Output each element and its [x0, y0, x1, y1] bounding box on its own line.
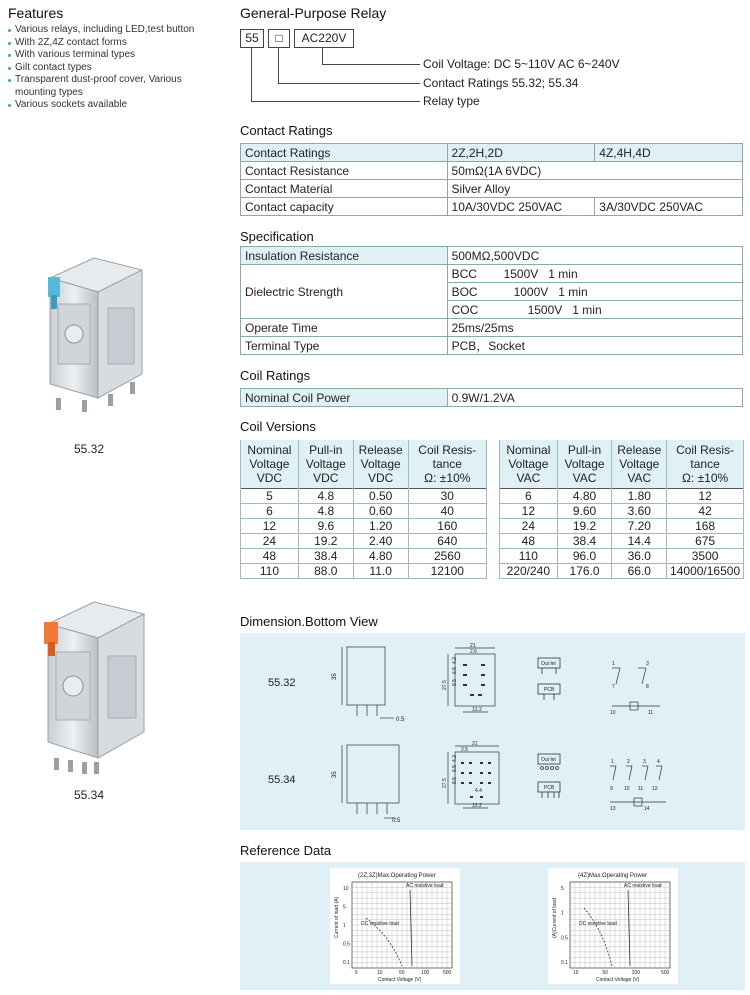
- table-cell: 1.20: [353, 519, 408, 534]
- table-row: [500, 519, 744, 534]
- table-cell: 36.0: [612, 549, 667, 564]
- dim-8-5: 8.5: [452, 679, 458, 686]
- terminal-number: 12: [652, 786, 658, 792]
- row-label: Contact capacity: [241, 198, 448, 216]
- column-header: [612, 440, 667, 489]
- dim-2-5: 2.5: [461, 747, 468, 753]
- table-cell: 40: [408, 504, 486, 519]
- dim-height: 35: [332, 771, 338, 778]
- photo-caption-55-34: 55.34: [74, 788, 105, 802]
- column-header-line: VAC: [572, 471, 597, 485]
- chart-x-label: Contact Voltage (V): [378, 977, 422, 983]
- terminal-number: 11: [648, 710, 654, 716]
- photo-caption-55-32: 55.32: [74, 442, 105, 456]
- dc-curve-label: DC resistive load: [579, 921, 617, 927]
- chart-title: (2Z,3Z)Max.Operating Power: [358, 873, 436, 879]
- terminal-number: 2: [627, 759, 630, 765]
- terminal-number: 1: [612, 661, 615, 667]
- column-header-line: Release: [617, 443, 662, 457]
- terminal-number: 3: [646, 661, 649, 667]
- column-header-line: Voltage: [508, 457, 549, 471]
- coil-ratings-table: [240, 388, 743, 407]
- column-header-line: Coil Resis-: [418, 443, 477, 457]
- table-cell: 160: [408, 519, 486, 534]
- chart-x-label: Contact Voltage (V): [596, 977, 640, 983]
- table-cell: 4.8: [298, 504, 353, 519]
- terminal-number: 10: [624, 786, 630, 792]
- x-tick-label: 500: [443, 970, 452, 976]
- dielectric-name: COC: [451, 302, 479, 317]
- chart-title: (4Z)Max.Operating Power: [578, 873, 648, 879]
- row-label: Insulation Resistance: [241, 247, 448, 265]
- cell: 2Z,2H,2D: [447, 144, 595, 162]
- column-header-line: Voltage: [360, 457, 401, 471]
- column-header: [353, 440, 408, 489]
- table-cell: 12: [241, 519, 299, 534]
- pcb-label: PCB: [544, 785, 555, 791]
- table-cell: 2.40: [353, 534, 408, 549]
- feature-item: With 2Z,4Z contact forms: [8, 37, 223, 50]
- table-cell: 110: [241, 564, 299, 579]
- code-box-voltage: AC220V: [294, 29, 354, 48]
- dim-width: 21: [472, 741, 478, 747]
- side-view-55-32: [342, 647, 394, 718]
- row-label: Nominal Coil Power: [241, 389, 448, 407]
- y-tick-label: 0.1: [561, 960, 568, 966]
- table-row: [241, 337, 743, 355]
- cell: [447, 283, 742, 301]
- relay-photo-55-34: [36, 590, 154, 778]
- column-header: [298, 440, 353, 489]
- terminal-number: 1: [611, 759, 614, 765]
- dim-4-4: 4.4: [475, 788, 482, 794]
- column-header-line: Pull-in: [309, 443, 343, 457]
- cell: Silver Alloy: [447, 180, 742, 198]
- leader-line: [251, 47, 252, 101]
- cell: 500MΩ,500VDC: [447, 247, 742, 265]
- leader-line: [322, 47, 323, 64]
- table-row: [241, 534, 487, 549]
- y-tick-label: 0.1: [343, 960, 350, 966]
- dim-6-5: 6.5: [452, 667, 458, 674]
- y-tick-label: 5: [343, 904, 346, 911]
- features-list: [8, 24, 223, 112]
- specification-title: Specification: [240, 229, 314, 244]
- dim-6-5: 6.5: [452, 765, 458, 772]
- terminal-number: 7: [612, 684, 615, 690]
- column-header: [408, 440, 486, 489]
- table-cell: 2560: [408, 549, 486, 564]
- x-tick-label: 100: [631, 970, 641, 976]
- terminal-number: 3: [643, 759, 646, 765]
- table-cell: 6: [500, 489, 558, 504]
- leader-line: [278, 47, 279, 83]
- table-cell: 675: [667, 534, 744, 549]
- table-row: [241, 180, 743, 198]
- terminal-number: 11: [638, 786, 644, 792]
- ac-curve-label: AC resistive load: [624, 883, 662, 889]
- table-cell: 24: [500, 519, 558, 534]
- x-tick-label: 50: [399, 970, 405, 976]
- table-row: [241, 504, 487, 519]
- feature-item: With various terminal types: [8, 49, 223, 62]
- column-header-line: Nominal: [506, 443, 551, 457]
- dielectric-name: BOC: [451, 284, 478, 299]
- table-row: [241, 519, 487, 534]
- leader-line: [251, 101, 420, 102]
- chart-y-label: Current of load (A): [334, 896, 340, 938]
- x-tick-label: 10: [573, 970, 579, 976]
- dc-curve-label: DC resistive load: [361, 921, 399, 927]
- outlet-label: Out let: [541, 757, 556, 763]
- table-row: [500, 534, 744, 549]
- column-header-line: Voltage: [564, 457, 605, 471]
- dimension-label-55-32: 55.32: [268, 677, 296, 689]
- cell: 50mΩ(1A 6VDC): [447, 162, 742, 180]
- row-label: Operate Time: [241, 319, 448, 337]
- table-cell: 4.80: [353, 549, 408, 564]
- cell: 0.9W/1.2VA: [447, 389, 742, 407]
- reference-title: Reference Data: [240, 843, 332, 858]
- table-cell: 66.0: [612, 564, 667, 579]
- table-row: [241, 265, 743, 283]
- table-cell: 88.0: [298, 564, 353, 579]
- table-cell: 5: [241, 489, 299, 504]
- x-tick-label: 10: [377, 970, 383, 976]
- table-cell: 14000/16500: [667, 564, 744, 579]
- table-row: [500, 504, 744, 519]
- dim-pin: 0.5: [392, 818, 401, 824]
- table-cell: 0.60: [353, 504, 408, 519]
- relay-photo-55-32: [38, 248, 150, 418]
- code-box-series: 55: [240, 29, 264, 48]
- terminal-number: 8: [646, 684, 649, 690]
- column-header: [667, 440, 744, 489]
- table-cell: 42: [667, 504, 744, 519]
- row-label: Contact Resistance: [241, 162, 448, 180]
- leader-line: [322, 64, 420, 65]
- table-cell: 19.2: [557, 519, 612, 534]
- table-cell: 12100: [408, 564, 486, 579]
- cell: 4Z,4H,4D: [595, 144, 743, 162]
- column-header-line: Ω: ±10%: [681, 471, 729, 485]
- dielectric-value: 1500V 1 min: [503, 266, 578, 281]
- dim-2-6: 2.6: [470, 649, 477, 655]
- column-header: [500, 440, 558, 489]
- dimension-title: Dimension.Bottom View: [240, 614, 378, 629]
- row-label: Contact Material: [241, 180, 448, 198]
- table-cell: 220/240: [500, 564, 558, 579]
- column-header: [241, 440, 299, 489]
- table-cell: 11.0: [353, 564, 408, 579]
- table-cell: 12: [667, 489, 744, 504]
- table-cell: 96.0: [557, 549, 612, 564]
- table-cell: 168: [667, 519, 744, 534]
- table-cell: 38.4: [557, 534, 612, 549]
- table-cell: 48: [241, 549, 299, 564]
- cell: [447, 265, 742, 283]
- dim-4-2: 4.2: [452, 657, 458, 664]
- column-header-line: tance: [690, 457, 720, 471]
- specification-table: [240, 246, 743, 355]
- feature-item: Transparent dust-proof cover, Various mounting types: [8, 74, 223, 99]
- column-header-line: VDC: [367, 471, 394, 485]
- table-row: [500, 489, 744, 504]
- column-header-line: VDC: [313, 471, 339, 485]
- coil-versions-dc-table: [240, 440, 487, 579]
- dim-pin: 0.5: [396, 717, 405, 723]
- side-view-55-34: [342, 745, 399, 818]
- contact-ratings-label: Contact Ratings 55.32; 55.34: [423, 76, 579, 90]
- column-header-line: Coil Resis-: [676, 443, 735, 457]
- table-row: [241, 489, 487, 504]
- table-row: [241, 549, 487, 564]
- x-tick-label: 100: [421, 970, 430, 976]
- table-row: [241, 198, 743, 216]
- chart-max-power-4z: [548, 868, 678, 984]
- table-cell: 110: [500, 549, 558, 564]
- table-row: [500, 549, 744, 564]
- table-cell: 24: [241, 534, 299, 549]
- contact-ratings-title: Contact Ratings: [240, 123, 333, 138]
- features-title: Features: [8, 5, 64, 21]
- terminal-number: 10: [610, 710, 616, 716]
- column-header-line: Pull-in: [567, 443, 602, 457]
- row-label: Terminal Type: [241, 337, 448, 355]
- coil-ratings-title: Coil Ratings: [240, 368, 311, 383]
- feature-item: Various sockets available: [8, 99, 223, 112]
- table-cell: 176.0: [557, 564, 612, 579]
- y-tick-label: 0.5: [343, 941, 350, 948]
- table-header-row: [241, 440, 487, 489]
- table-row: [241, 389, 743, 407]
- column-header-line: Voltage: [305, 457, 346, 471]
- table-cell: 38.4: [298, 549, 353, 564]
- dielectric-value: 1500V 1 min: [527, 302, 602, 317]
- x-tick-label: 500: [661, 970, 670, 976]
- table-cell: 14.4: [612, 534, 667, 549]
- dim-27-5: 27.5: [442, 680, 448, 690]
- coil-voltage-label: Coil Voltage: DC 5~110V AC 6~240V: [423, 57, 620, 71]
- dim-13-2: 13.2: [472, 803, 482, 809]
- dimension-label-55-34: 55.34: [268, 774, 296, 786]
- table-cell: 3500: [667, 549, 744, 564]
- table-row: [241, 564, 487, 579]
- row-label: Contact Ratings: [241, 144, 448, 162]
- table-cell: 640: [408, 534, 486, 549]
- column-header-line: Voltage: [249, 457, 290, 471]
- table-cell: 48: [500, 534, 558, 549]
- cell: 10A/30VDC 250VAC: [447, 198, 595, 216]
- table-cell: 3.60: [612, 504, 667, 519]
- column-header: [557, 440, 612, 489]
- y-tick-label: 5: [561, 886, 564, 892]
- leader-line: [278, 83, 420, 84]
- chart-max-power-2z3z: [330, 868, 460, 984]
- relay-code-title: General-Purpose Relay: [240, 5, 387, 21]
- table-cell: 12: [500, 504, 558, 519]
- feature-item: Gilt contact types: [8, 62, 223, 75]
- terminal-number: 4: [657, 759, 660, 765]
- table-cell: 7.20: [612, 519, 667, 534]
- dim-27-5: 27.5: [442, 778, 448, 788]
- table-row: [241, 319, 743, 337]
- column-header-line: tance: [432, 457, 462, 471]
- column-header-line: Voltage: [619, 457, 660, 471]
- dim-8-5: 8.5: [452, 777, 458, 784]
- y-tick-label: 1: [343, 923, 346, 929]
- table-cell: 4.80: [557, 489, 612, 504]
- dielectric-value: 1000V 1 min: [513, 284, 588, 299]
- y-tick-label: 0.5: [561, 935, 568, 942]
- dim-4-2: 4.2: [452, 755, 458, 762]
- outlet-label: Out let: [541, 661, 556, 667]
- dim-width: 21: [470, 643, 476, 649]
- relay-type-label: Relay type: [423, 94, 480, 108]
- ac-curve-label: AC resistive load: [406, 883, 444, 889]
- table-cell: 1.80: [612, 489, 667, 504]
- dimension-drawings: [330, 640, 660, 825]
- table-cell: 6: [241, 504, 299, 519]
- cell: 25ms/25ms: [447, 319, 742, 337]
- dim-height: 35: [332, 673, 338, 680]
- cell: PCB，Socket: [447, 337, 742, 355]
- column-header-line: VAC: [516, 471, 541, 485]
- contact-ratings-table: [240, 143, 743, 216]
- column-header-line: VDC: [256, 471, 283, 485]
- table-row: [500, 564, 744, 579]
- coil-versions-ac-table: [499, 440, 744, 579]
- pin-pattern-55-32: [463, 664, 485, 696]
- table-cell: 9.60: [557, 504, 612, 519]
- column-header-line: Ω: ±10%: [424, 471, 471, 485]
- table-cell: 9.6: [298, 519, 353, 534]
- y-tick-label: 10: [343, 886, 349, 892]
- terminal-number: 13: [610, 806, 616, 812]
- cell: 3A/30VDC 250VAC: [595, 198, 743, 216]
- y-tick-label: 1: [561, 910, 564, 917]
- feature-item: Various relays, including LED,test button: [8, 24, 223, 37]
- pcb-label: PCB: [544, 687, 555, 693]
- table-row: [241, 247, 743, 265]
- coil-versions-title: Coil Versions: [240, 419, 316, 434]
- x-tick-label: 50: [602, 970, 608, 976]
- table-row: [241, 162, 743, 180]
- table-cell: 4.8: [298, 489, 353, 504]
- column-header-line: VAC: [627, 471, 652, 485]
- terminal-number: 9: [610, 786, 613, 792]
- x-tick-label: 5: [355, 970, 358, 976]
- column-header-line: Nominal: [247, 443, 292, 457]
- table-row: [241, 144, 743, 162]
- column-header-line: Release: [358, 443, 403, 457]
- code-box-contacts: □: [268, 29, 290, 48]
- table-cell: 0.50: [353, 489, 408, 504]
- table-cell: 19.2: [298, 534, 353, 549]
- dielectric-name: BCC: [451, 266, 477, 281]
- table-cell: 30: [408, 489, 486, 504]
- cell: [447, 301, 742, 319]
- terminal-number: 14: [644, 806, 650, 812]
- row-label: Dielectric Strength: [241, 265, 448, 319]
- dim-13-2: 13.2: [472, 707, 482, 713]
- table-header-row: [500, 440, 744, 489]
- chart-y-label: (A)Current of load: [552, 898, 558, 938]
